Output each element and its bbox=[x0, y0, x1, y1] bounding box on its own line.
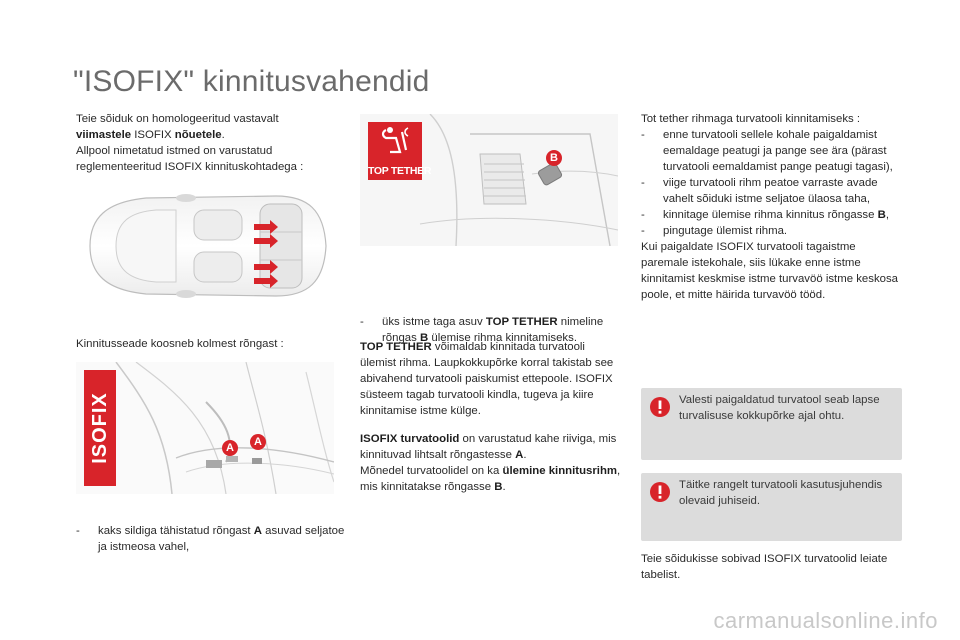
right-seat-paragraph: Kui paigaldate ISOFIX turvatooli tagaistme paremale istekohale, siis lükake enne istme kinnitamist keskmise istme turvavöö istme keskosa poole, et mitte häirida turvavöö tööd. bbox=[641, 241, 899, 301]
rear-seat-illustration bbox=[76, 362, 334, 494]
bullet-b-bold-2: B bbox=[420, 332, 429, 344]
intro-bold-1: viimastele bbox=[76, 129, 132, 141]
intro-text-3: . bbox=[221, 129, 225, 141]
footer-note: Teie sõidukisse sobivad ISOFIX turvatoolid leiate tabelist. bbox=[641, 553, 888, 581]
tether-step bbox=[641, 175, 903, 207]
bullet-dash: - bbox=[641, 177, 645, 189]
watermark: carmanualsonline.info bbox=[713, 608, 938, 633]
tether-step-bold: B bbox=[877, 209, 886, 221]
bullet-b-bold-1: TOP TETHER bbox=[485, 316, 558, 328]
intro-text-1: Teie sõiduk on homologeeritud vastavalt bbox=[76, 113, 279, 125]
para2-bold-3: ülemine kinnitusrihm bbox=[502, 465, 618, 477]
warning-icon bbox=[649, 481, 671, 503]
tether-step-tail: , bbox=[885, 209, 890, 221]
bullet-a-text-2: asuvad seljatoe ja istmeosa vahel, bbox=[98, 525, 345, 553]
isofix-label: ISOFIX bbox=[89, 392, 111, 464]
bullet-a-bold: A bbox=[253, 525, 262, 537]
para2-bold-1: ISOFIX turvatoolid bbox=[360, 433, 460, 445]
para2-bold-4: B bbox=[494, 481, 503, 493]
page-title: "ISOFIX" kinnitusvahendid bbox=[73, 65, 430, 98]
car-top-view-illustration bbox=[76, 188, 334, 304]
para1-bold: TOP TETHER bbox=[360, 341, 432, 353]
warning-box-2 bbox=[641, 473, 902, 541]
para2-text-5: . bbox=[502, 481, 506, 493]
tether-step-text: kinnitage ülemise rihma kinnitus rõngasse bbox=[663, 209, 878, 221]
tether-step-text: viige turvatooli rihm peatoe varraste avade vahelt sõiduki istme seljatoe ülaosa taha, bbox=[663, 177, 878, 205]
tether-step bbox=[641, 223, 903, 239]
bullet-a-text-1: kaks sildiga tähistatud rõngast bbox=[98, 525, 254, 537]
marker-b: B bbox=[546, 150, 562, 166]
top-tether-label: TOP TETHER bbox=[368, 165, 432, 177]
isofix-label-strip bbox=[84, 370, 116, 486]
para2-text-2: . bbox=[523, 449, 527, 461]
marker-a-left: A bbox=[222, 440, 238, 456]
top-tether-label-box bbox=[368, 122, 432, 180]
marker-a-right: A bbox=[250, 434, 266, 450]
bullet-dash: - bbox=[641, 129, 645, 141]
para1-text: võimaldab kinnitada turvatooli ülemist rihma. Laupkokkupõrke korral takistab see abivahend turvatooli paiskumist ettepoole. ISOFIX süsteem tagab turvatooli kindla, tugeva ja kiire kinnitamise istme külge. bbox=[360, 341, 614, 417]
bullet-b-text-3: ülemise rihma kinnitamiseks. bbox=[428, 332, 577, 344]
bullet-dash: - bbox=[360, 316, 364, 328]
top-tether-paragraph bbox=[360, 339, 622, 419]
tether-intro: Tot tether rihmaga turvatooli kinnitamiseks : bbox=[641, 113, 861, 125]
para2-text-4: , mis kinnitatakse rõngasse bbox=[360, 465, 621, 493]
intro-bold-2: nõuetele bbox=[174, 129, 222, 141]
child-seat-tether-icon bbox=[368, 122, 422, 162]
para2-text-3: Mõnedel turvatoolidel on ka bbox=[360, 465, 503, 477]
warning-text-2: Täitke rangelt turvatooli kasutusjuhendis olevaid juhiseid. bbox=[679, 479, 883, 507]
tether-step-text: enne turvatooli sellele kohale paigaldamist eemaldage peatugi ja pange see ära (pärast turvatooli eemaldamist pange peatugi tagasi), bbox=[663, 129, 893, 173]
warning-text-1: Valesti paigaldatud turvatool seab lapse turvalisuse kokkupõrke ajal ohtu. bbox=[679, 394, 880, 422]
bullet-dash: - bbox=[641, 209, 645, 221]
bullet-b-text-2: nimeline rõngas bbox=[382, 316, 604, 344]
tether-instructions bbox=[641, 111, 903, 303]
isofix-anchor-illustration bbox=[360, 114, 618, 246]
intro-paragraph bbox=[76, 111, 336, 175]
bullet-dash: - bbox=[641, 225, 645, 237]
bullet-a bbox=[76, 523, 350, 555]
bullet-b-text-1: üks istme taga asuv bbox=[382, 316, 486, 328]
tether-step bbox=[641, 207, 903, 223]
tether-step bbox=[641, 127, 903, 175]
consists-text: Kinnitusseade koosneb kolmest rõngast : bbox=[76, 338, 284, 350]
para2-bold-2: A bbox=[515, 449, 524, 461]
bullet-dash: - bbox=[76, 525, 80, 537]
intro-text-4: Allpool nimetatud istmed on varustatud reglementeeritud ISOFIX kinnituskohtadega : bbox=[76, 145, 304, 173]
warning-icon bbox=[649, 396, 671, 418]
isofix-seats-paragraph bbox=[360, 431, 622, 495]
intro-text-2: ISOFIX bbox=[131, 129, 175, 141]
tether-step-text: pingutage ülemist rihma. bbox=[663, 225, 788, 237]
warning-box-1 bbox=[641, 388, 902, 460]
para2-text-1: on varustatud kahe riiviga, mis kinnituvad lihtsalt rõngastesse bbox=[360, 433, 617, 461]
